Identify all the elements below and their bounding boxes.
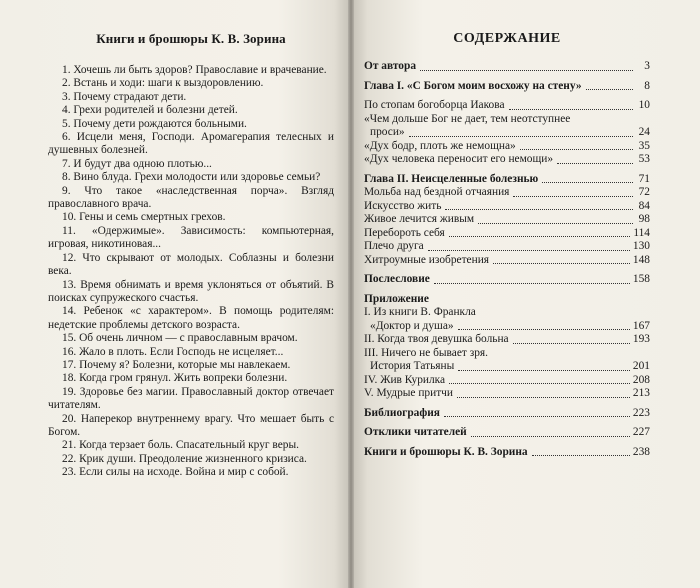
toc-leader-dots (449, 236, 631, 237)
toc-leader-dots (471, 436, 630, 437)
toc-leader-dots (409, 136, 633, 137)
toc-leader-dots (586, 89, 633, 90)
toc-entry-title: «Дух человека переносит его немощи» (364, 153, 554, 165)
contents-title: СОДЕРЖАНИЕ (453, 31, 561, 46)
toc-entry (364, 153, 650, 167)
toc-page-number: 24 (638, 126, 650, 138)
toc-entry (364, 333, 650, 347)
toc-entry-title: Мольба над бездной отчаяния (364, 186, 510, 198)
toc-entry-title: Отклики читателей (364, 426, 467, 438)
toc-entry (364, 140, 650, 154)
book-list-item: 20. Наперекор внутреннему врагу. Что мешает быть с Богом. (48, 412, 334, 438)
toc-page-number: 84 (638, 199, 650, 212)
toc-entry-title: Плечо друга (364, 240, 424, 252)
right-page (354, 0, 700, 588)
toc-leader-dots (513, 343, 630, 344)
book-list-item: 16. Жало в плоть. Если Господь не исцеляет... (62, 345, 284, 358)
toc-entry-title: «Чем дольше Бог не дает, тем неотступнее (364, 112, 571, 125)
toc-page-number: 208 (632, 373, 650, 386)
toc-entry (364, 374, 650, 388)
left-page (0, 0, 348, 588)
toc-page-number: 201 (632, 360, 650, 372)
table-of-contents (364, 60, 650, 459)
toc-entry-title: Послесловие (364, 273, 430, 285)
book-list-item: 10. Гены и семь смертных грехов. (62, 211, 226, 224)
toc-entry-title: проси» (370, 126, 405, 138)
toc-entry-title: Книги и брошюры К. В. Зорина (364, 445, 528, 458)
book-list-item: 17. Почему я? Болезни, которые мы навлекаем. (62, 358, 291, 371)
toc-entry (364, 426, 650, 440)
book-list-item: 4. Грехи родителей и болезни детей. (62, 104, 238, 117)
toc-entry (364, 213, 650, 227)
toc-entry (364, 60, 650, 74)
toc-leader-dots (520, 149, 633, 150)
toc-page-number: 98 (638, 213, 650, 225)
toc-leader-dots (478, 223, 633, 224)
toc-leader-dots (445, 209, 633, 210)
book-list-item: 1. Хочешь ли быть здоров? Православие и врачевание. (62, 64, 327, 76)
book-list (48, 64, 334, 480)
book-list-item: 21. Когда терзает боль. Спасательный круг веры. (62, 439, 299, 452)
toc-leader-dots (457, 397, 630, 398)
toc-entry-title: V. Мудрые притчи (364, 387, 454, 399)
book-list-item: 9. Что такое «наследственная порча». Взгляд православного врача. (48, 184, 334, 211)
book-list-item: 3. Почему страдают дети. (62, 90, 187, 103)
toc-entry-title: «Доктор и душа» (370, 319, 454, 332)
toc-leader-dots (532, 455, 630, 456)
toc-page-number: 35 (638, 139, 650, 152)
toc-entry-title: II. Когда твоя девушка больна (364, 333, 509, 345)
toc-leader-dots (420, 70, 633, 71)
toc-leader-dots (428, 250, 630, 251)
toc-page-number: 213 (632, 387, 650, 399)
toc-entry-title: Глава II. Неисцеленные болезнью (364, 172, 539, 185)
toc-entry (364, 320, 650, 334)
toc-page-number: 227 (632, 426, 650, 438)
toc-entry (364, 273, 650, 287)
book-list-item: 18. Когда гром грянул. Жить вопреки болезни. (62, 372, 288, 385)
toc-page-number: 53 (638, 153, 650, 165)
toc-entry-title: Библиография (364, 406, 440, 419)
toc-entry (364, 360, 650, 374)
toc-entry (364, 387, 650, 401)
toc-entry (364, 240, 650, 254)
book-list-item: 23. Если силы на исходе. Война и мир с собой. (62, 466, 289, 479)
book-list-item: 8. Вино блуда. Грехи молодости или здоровье семьи? (62, 171, 321, 184)
toc-entry (364, 99, 650, 113)
toc-entry (364, 80, 650, 94)
toc-entry-title: «Дух бодр, плоть же немощна» (364, 139, 516, 152)
book-list-item: 7. И будут два одною плотью... (62, 157, 212, 170)
toc-page-number: 8 (644, 79, 650, 92)
toc-leader-dots (434, 283, 630, 284)
toc-entry-title: Хитроумные изобретения (364, 253, 490, 266)
toc-leader-dots (493, 263, 630, 264)
toc-leader-dots (513, 196, 633, 197)
toc-entry-title: Живое лечится живым (364, 213, 475, 225)
toc-entry-title: Приложение (364, 292, 429, 305)
toc-leader-dots (458, 370, 630, 371)
toc-entry (364, 306, 650, 320)
toc-leader-dots (542, 182, 633, 183)
toc-page-number: 130 (632, 240, 650, 252)
toc-page-number: 193 (632, 333, 650, 345)
toc-leader-dots (458, 329, 630, 330)
toc-leader-dots (449, 383, 630, 384)
book-list-item: 19. Здоровье без магии. Православный доктор отвечает читателям. (48, 385, 334, 412)
toc-entry-title: От автора (364, 60, 417, 72)
book-list-item: 5. Почему дети рождаются больными. (62, 117, 247, 130)
book-list-item: 2. Встань и ходи: шаги к выздоровлению. (62, 77, 264, 90)
book-list-title: Книги и брошюры К. В. Зорина (96, 31, 286, 46)
toc-entry (364, 126, 650, 140)
toc-page-number: 10 (638, 99, 650, 111)
toc-entry (364, 446, 650, 460)
toc-entry (364, 186, 650, 200)
toc-entry-title: Глава I. «С Богом моим восхожу на стену» (364, 79, 582, 92)
toc-entry-title: История Татьяны (370, 360, 455, 372)
toc-page-number: 148 (632, 253, 650, 266)
toc-leader-dots (509, 109, 633, 110)
toc-entry (364, 347, 650, 361)
book-list-item: 6. Исцели меня, Господи. Аромагерапия телесных и душевных болезней. (48, 131, 334, 157)
book-list-item: 11. «Одержимые». Зависимость: компьютерная, игровая, никотиновая... (48, 224, 334, 251)
book-list-item: 22. Крик души. Преодоление жизненного кризиса. (62, 452, 307, 465)
toc-page-number: 72 (638, 186, 650, 198)
toc-entry-title: I. Из книги В. Франкла (364, 306, 476, 318)
toc-entry (364, 254, 650, 268)
toc-entry-title: По стопам богоборца Иакова (364, 99, 505, 111)
toc-page-number: 238 (632, 445, 650, 458)
toc-entry (364, 293, 650, 307)
toc-leader-dots (557, 163, 633, 164)
toc-entry (364, 173, 650, 187)
book-list-item: 12. Что скрывают от молодых. Соблазны и болезни века. (48, 251, 334, 278)
toc-entry-title: IV. Жив Курилка (364, 373, 446, 386)
toc-page-number: 167 (632, 319, 650, 332)
toc-entry (364, 113, 650, 127)
toc-page-number: 114 (633, 226, 650, 239)
toc-page-number: 158 (632, 273, 650, 285)
book-list-item: 13. Время обнимать и время уклоняться от объятий. В поисках супружеского счастья. (48, 278, 334, 304)
toc-entry (364, 200, 650, 214)
toc-entry (364, 227, 650, 241)
toc-entry (364, 407, 650, 421)
toc-page-number: 223 (632, 406, 650, 419)
toc-entry-title: Перебороть себя (364, 226, 445, 239)
toc-page-number: 71 (638, 172, 650, 185)
book-list-item: 14. Ребенок «с характером». В помощь родителям: недетские проблемы детского возраста. (48, 305, 334, 331)
toc-entry-title: III. Ничего не бывает зря. (364, 346, 489, 359)
book-list-item: 15. Об очень личном — с православным врачом. (62, 332, 298, 345)
toc-leader-dots (444, 416, 630, 417)
toc-entry-title: Искусство жить (364, 199, 442, 212)
toc-page-number: 3 (644, 60, 650, 72)
